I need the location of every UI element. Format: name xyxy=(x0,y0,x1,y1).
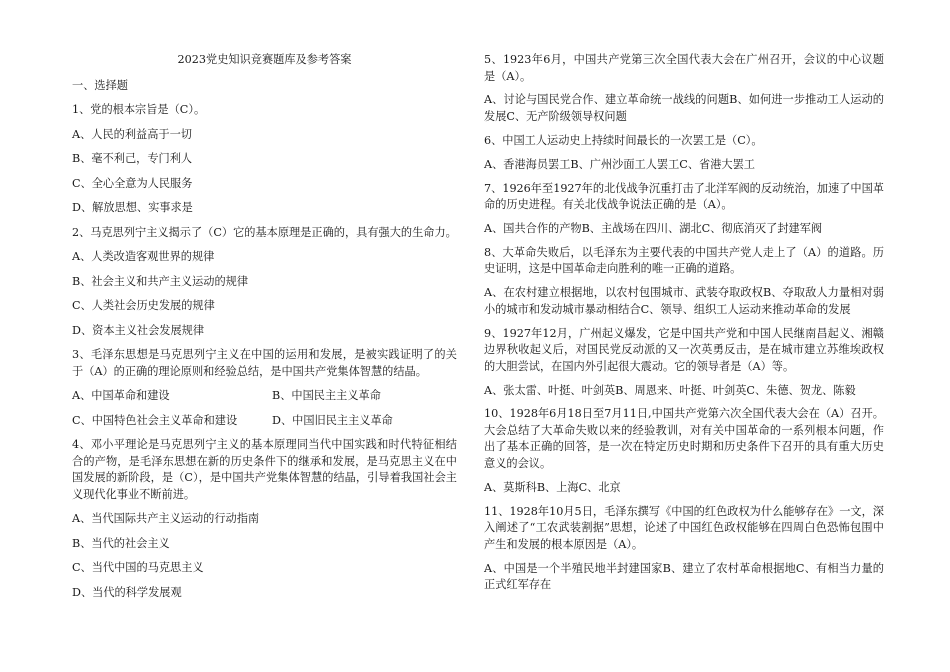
question-4: 4、邓小平理论是马克思列宁主义的基本原理同当代中国实践和时代特征相结合的产物，是毛泽东思想在新的历史条件下的继承和发展，是马克思主义在中国发展的新阶段，是（C），是中国共产党集体智慧的结晶，引导着我国社会主义现代化事业不断前进。 xyxy=(72,438,457,501)
document-title: 2023党史知识竞赛题库及参考答案 xyxy=(177,53,352,66)
q1-option-b: B、毫不利己，专门利人 xyxy=(72,152,193,165)
q3-option-b: B、中国民主主义革命 xyxy=(272,389,381,402)
question-5: 5、1923年6月，中国共产党第三次全国代表大会在广州召开，会议的中心议题是（A）。 xyxy=(484,53,884,83)
q8-options: A、在农村建立根据地，以农村包围城市、武装夺取政权B、夺取敌人力量相对弱小的城市和发动城市暴动相结合C、领导、组织工人运动来推动革命的发展 xyxy=(484,286,884,316)
q2-option-c: C、人类社会历史发展的规律 xyxy=(72,299,215,312)
q6-options: A、香港海员罢工B、广州沙面工人罢工C、省港大罢工 xyxy=(484,157,755,171)
q7-options: A、国共合作的产物B、主战场在四川、湖北C、彻底消灭了封建军阀 xyxy=(484,221,823,235)
q4-option-c: C、当代中国的马克思主义 xyxy=(72,561,204,574)
left-column xyxy=(72,52,457,609)
question-3: 3、毛泽东思想是马克思列宁主义在中国的运用和发展，是被实践证明了的关于（A）的正确的理论原则和经验总结，是中国共产党集体智慧的结晶。 xyxy=(72,348,457,378)
q1-option-a: A、人民的利益高于一切 xyxy=(72,127,192,141)
q2-option-d: D、资本主义社会发展规律 xyxy=(72,323,205,337)
q3-options-row-1 xyxy=(72,388,457,405)
question-9: 9、1927年12月，广州起义爆发，它是中国共产党和中国人民继南昌起义、湘赣边界秋收起义后，对国民党反动派的又一次英勇反击，是在城市建立苏维埃政权的大胆尝试，在国内外引起很大震动。它的领导者是（A）等。 xyxy=(484,326,884,373)
q3-option-a: A、中国革命和建设 xyxy=(72,389,170,402)
q4-option-b: B、当代的社会主义 xyxy=(72,536,170,550)
q5-options: A、讨论与国民党合作、建立革命统一战线的问题B、如何进一步推动工人运动的发展C、无产阶级领导权问题 xyxy=(484,93,884,123)
question-2: 2、马克思列宁主义揭示了（C）它的基本原理是正确的，具有强大的生命力。 xyxy=(72,225,457,239)
q3-option-d: D、中国旧民主主义革命 xyxy=(272,413,393,427)
question-10: 10、1928年6月18日至7月11日,中国共产党第六次全国代表大会在（A）召开。大会总结了大革命失败以来的经验教训，对有关中国革命的一系列根本问题，作出了基本正确的回答，是一次在特定历史时期和历史条件下召开的具有重大历史意义的会议。 xyxy=(484,407,884,470)
q4-option-a: A、当代国际共产主义运动的行动指南 xyxy=(72,512,260,525)
q2-option-b: B、社会主义和共产主义运动的规律 xyxy=(72,274,249,288)
q2-option-a: A、人类改造客观世界的规律 xyxy=(72,250,215,263)
q3-option-c: C、中国特色社会主义革命和建设 xyxy=(72,413,238,427)
q10-options: A、莫斯科B、上海C、北京 xyxy=(484,480,621,494)
q3-options-row-2 xyxy=(72,413,457,430)
question-8: 8、大革命失败后，以毛泽东为主要代表的中国共产党人走上了（A）的道路。历史证明，这是中国革命走向胜利的唯一正确的道路。 xyxy=(484,245,884,276)
right-column xyxy=(484,52,884,601)
question-1: 1、党的根本宗旨是（C）。 xyxy=(72,103,206,116)
question-11: 11、1928年10月5日，毛泽东撰写《中国的红色政权为什么能够存在》一文，深入阐述了“工农武装割据”思想，论述了中国红色政权能够在四周白色恐怖包围中产生和发展的根本原因是（A）。 xyxy=(484,504,884,551)
q4-option-d: D、当代的科学发展观 xyxy=(72,585,182,599)
q1-option-d: D、解放思想、实事求是 xyxy=(72,201,193,214)
q1-option-c: C、全心全意为人民服务 xyxy=(72,176,193,190)
q9-options: A、张太雷、叶挺、叶剑英B、周恩来、叶挺、叶剑英C、朱德、贺龙、陈毅 xyxy=(484,383,856,397)
question-7: 7、1926年至1927年的北伐战争沉重打击了北洋军阀的反动统治，加速了中国革命的历史进程。有关北伐战争说法正确的是（A）。 xyxy=(484,181,884,212)
question-6: 6、中国工人运动史上持续时间最长的一次罢工是（C）。 xyxy=(484,133,763,147)
section-heading: 一、选择题 xyxy=(72,78,128,92)
q11-options: A、中国是一个半殖民地半封建国家B、建立了农村革命根据地C、有相当力量的正式红军存在 xyxy=(484,561,884,592)
